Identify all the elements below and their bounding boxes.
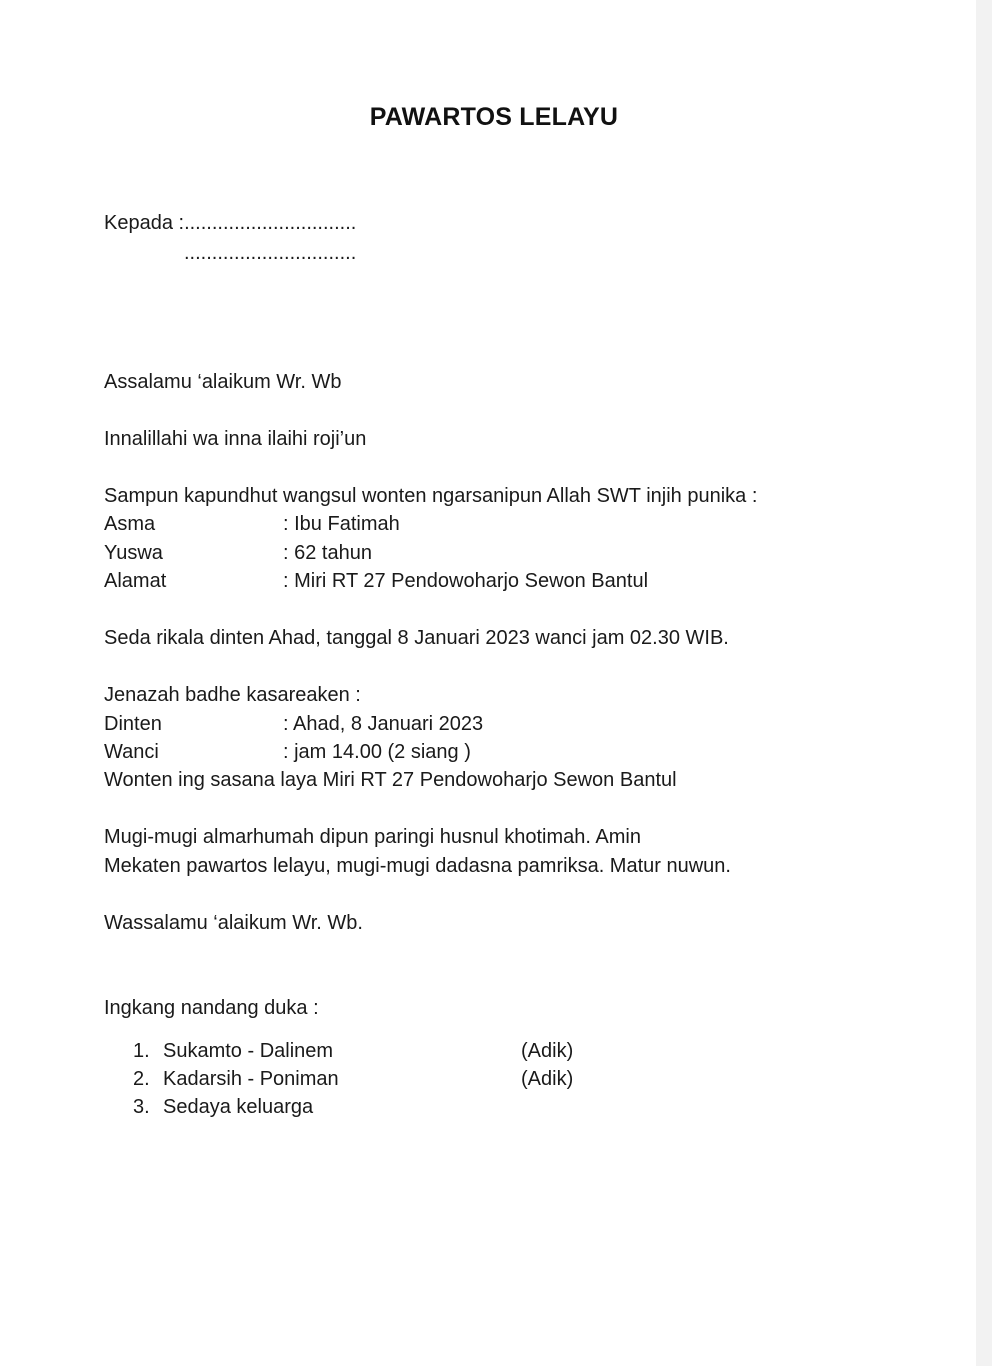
deceased-value-address: : Miri RT 27 Pendowoharjo Sewon Bantul	[283, 570, 649, 592]
recipient-line-2: ...............................	[184, 242, 357, 264]
innalillahi-line: Innalillahi wa inna ilaihi roji’un	[104, 428, 367, 450]
mourner-name: Sedaya keluarga	[163, 1096, 314, 1118]
mourner-relation: (Adik)	[521, 1068, 574, 1090]
mourner-relation: (Adik)	[521, 1040, 574, 1062]
mourner-name: Kadarsih - Poniman	[163, 1068, 339, 1090]
burial-value-time: : jam 14.00 (2 siang )	[283, 741, 471, 763]
deceased-label-name: Asma	[104, 513, 156, 535]
intro-line: Sampun kapundhut wangsul wonten ngarsanipun Allah SWT injih punika :	[104, 485, 758, 507]
mourner-number: 1.	[133, 1040, 150, 1062]
deceased-label-age: Yuswa	[104, 542, 163, 564]
deceased-value-age: : 62 tahun	[283, 542, 372, 564]
death-time-line: Seda rikala dinten Ahad, tanggal 8 Januari 2023 wanci jam 02.30 WIB.	[104, 627, 729, 649]
burial-label-time: Wanci	[104, 741, 159, 763]
mourner-name: Sukamto - Dalinem	[163, 1040, 334, 1062]
mourner-number: 2.	[133, 1068, 150, 1090]
mourners-heading: Ingkang nandang duka :	[104, 997, 319, 1019]
farewell-line: Wassalamu ‘alaikum Wr. Wb.	[104, 912, 363, 934]
recipient-line-1: Kepada :...............................	[104, 212, 357, 234]
document-title: PAWARTOS LELAYU	[369, 103, 619, 131]
burial-value-day: : Ahad, 8 Januari 2023	[283, 713, 484, 735]
burial-heading: Jenazah badhe kasareaken :	[104, 684, 361, 706]
deceased-value-name: : Ibu Fatimah	[283, 513, 400, 535]
prayer-line: Mugi-mugi almarhumah dipun paringi husnul khotimah. Amin	[104, 826, 641, 848]
burial-location: Wonten ing sasana laya Miri RT 27 Pendowoharjo Sewon Bantul	[104, 769, 677, 791]
deceased-label-address: Alamat	[104, 570, 167, 592]
greeting: Assalamu ‘alaikum Wr. Wb	[104, 371, 342, 393]
mourner-number: 3.	[133, 1096, 150, 1118]
burial-label-day: Dinten	[104, 713, 162, 735]
closing-note: Mekaten pawartos lelayu, mugi-mugi dadasna pamriksa. Matur nuwun.	[104, 855, 731, 877]
